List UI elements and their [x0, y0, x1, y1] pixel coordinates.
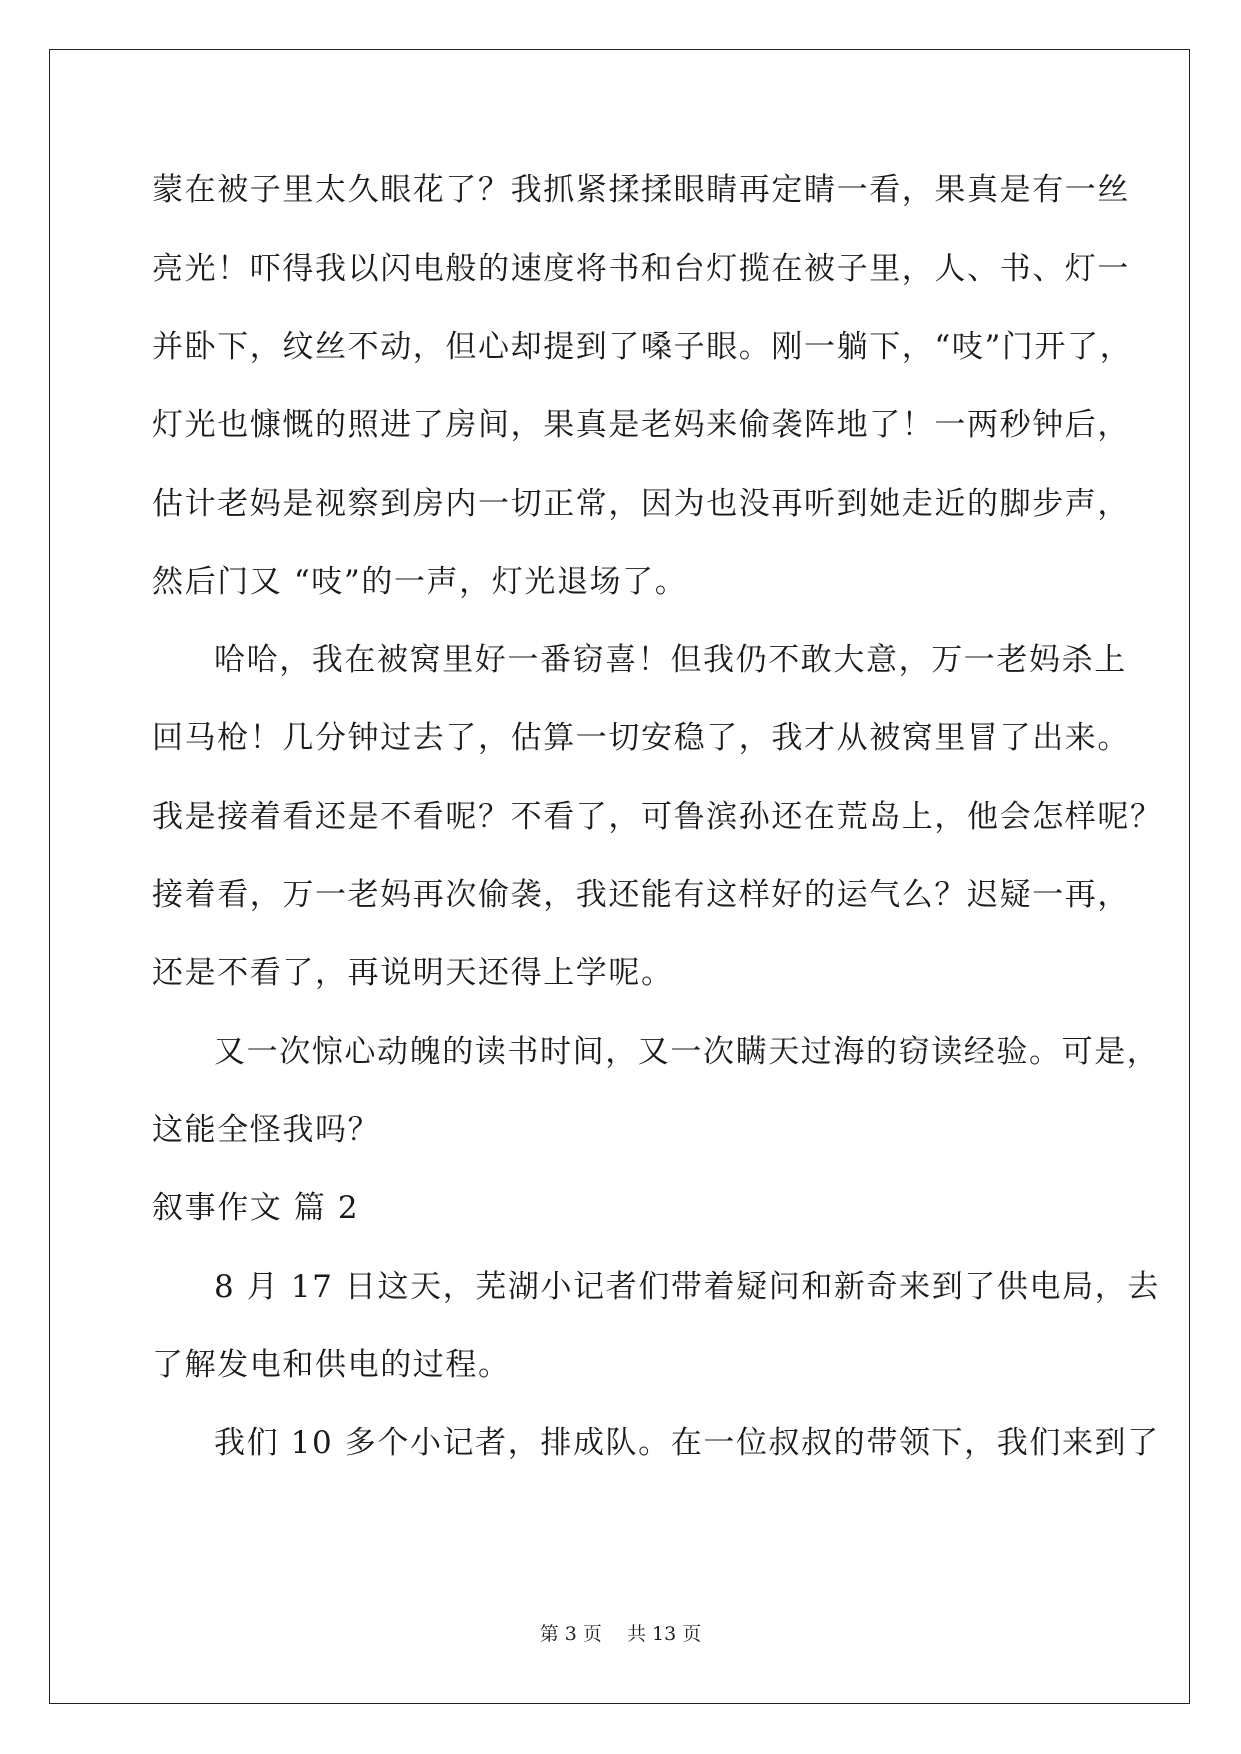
text-line: 哈哈，我在被窝里好一番窃喜！但我仍不敢大意，万一老妈杀上	[214, 642, 1127, 678]
text-line: 亮光！吓得我以闪电般的速度将书和台灯揽在被子里，人、书、灯一	[152, 251, 1130, 287]
text-line: 灯光也慷慨的照进了房间，果真是老妈来偷袭阵地了！一两秒钟后，	[152, 407, 1130, 443]
text-line: 蒙在被子里太久眼花了？我抓紧揉揉眼睛再定睛一看，果真是有一丝	[152, 172, 1130, 208]
page-footer	[0, 1622, 1241, 1646]
text-line: 这能全怪我吗？	[152, 1112, 381, 1148]
section-heading: 叙事作文 篇 2	[152, 1190, 360, 1226]
text-line: 又一次惊心动魄的读书时间，又一次瞒天过海的窃读经验。可是，	[214, 1034, 1160, 1070]
text-line: 我是接着看还是不看呢？不看了，可鲁滨孙还在荒岛上，他会怎样呢？	[152, 799, 1163, 835]
text-line: 还是不看了，再说明天还得上学呢。	[152, 955, 674, 991]
page-number: 第 3 页 共 13 页	[539, 1623, 702, 1645]
text-line: 估计老妈是视察到房内一切正常，因为也没再听到她走近的脚步声，	[152, 486, 1130, 522]
text-line: 8 月 17 日这天，芜湖小记者们带着疑问和新奇来到了供电局，去	[214, 1269, 1160, 1305]
text-line: 然后门又 “吱”的一声，灯光退场了。	[152, 564, 688, 600]
text-line: 了解发电和供电的过程。	[152, 1347, 511, 1383]
text-line: 接着看，万一老妈再次偷袭，我还能有这样好的运气么？迟疑一再，	[152, 877, 1130, 913]
text-line: 我们 10 多个小记者，排成队。在一位叔叔的带领下，我们来到了	[214, 1425, 1160, 1461]
text-line: 回马枪！几分钟过去了，估算一切安稳了，我才从被窝里冒了出来。	[152, 720, 1130, 756]
text-line: 并卧下，纹丝不动，但心却提到了嗓子眼。刚一躺下，“吱”门开了，	[152, 329, 1133, 365]
